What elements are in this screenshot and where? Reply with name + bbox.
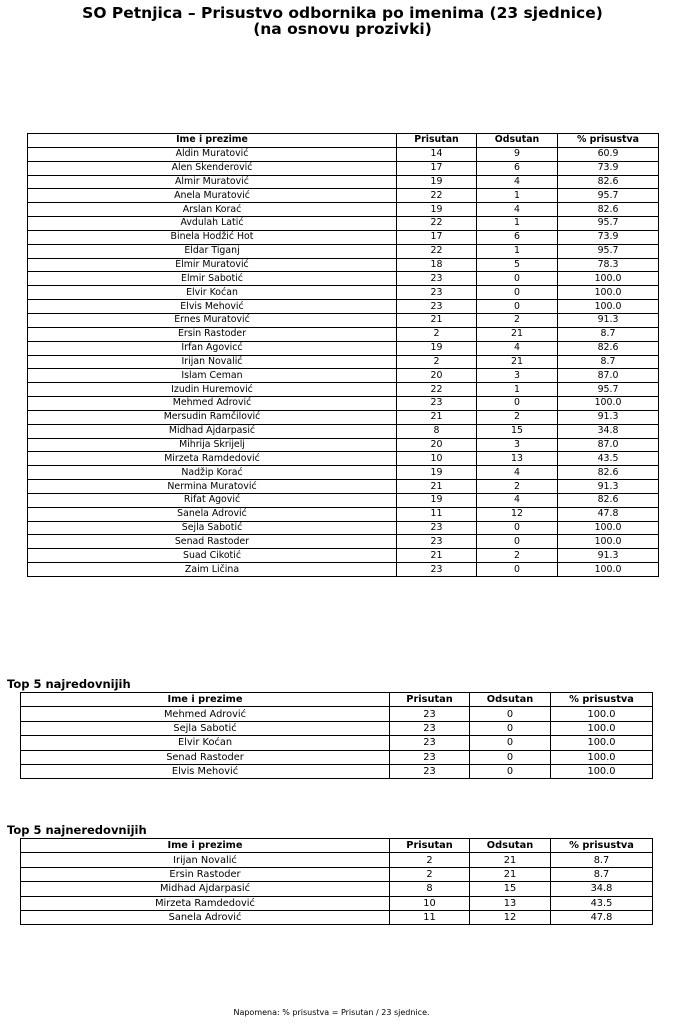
absent-cell: 2	[477, 549, 558, 563]
absent-cell: 21	[470, 853, 551, 867]
percent-cell: 100.0	[558, 535, 659, 549]
present-cell: 22	[397, 189, 477, 203]
name-cell: Mehmed Adrović	[28, 397, 397, 411]
table-header	[21, 839, 653, 853]
page-title-line1: SO Petnjica – Prisustvo odbornika po imenima (23 sjednice)	[82, 4, 603, 22]
absent-cell: 1	[477, 189, 558, 203]
name-cell: Binela Hodžić Hot	[28, 230, 397, 244]
percent-cell: 100.0	[551, 736, 653, 750]
table-row	[28, 203, 659, 217]
table-row	[28, 258, 659, 272]
name-cell: Sanela Adrović	[28, 507, 397, 521]
column-header-absent: Odsutan	[470, 839, 551, 853]
percent-cell: 82.6	[558, 175, 659, 189]
absent-cell: 13	[470, 896, 551, 910]
present-cell: 19	[397, 493, 477, 507]
name-cell: Elvis Mehović	[21, 764, 390, 778]
present-cell: 23	[390, 721, 470, 735]
footnote: Napomena: % prisustva = Prisutan / 23 sjednice.	[233, 1008, 430, 1017]
percent-cell: 47.8	[558, 507, 659, 521]
absent-cell: 12	[477, 507, 558, 521]
header-row	[28, 134, 659, 148]
absent-cell: 6	[477, 230, 558, 244]
table-row	[28, 452, 659, 466]
absent-cell: 21	[470, 867, 551, 881]
present-cell: 23	[397, 535, 477, 549]
table-row	[28, 147, 659, 161]
percent-cell: 73.9	[558, 230, 659, 244]
absent-cell: 0	[477, 563, 558, 577]
name-cell: Senad Rastoder	[21, 750, 390, 764]
name-cell: Ersin Rastoder	[21, 867, 390, 881]
name-cell: Elvis Mehović	[28, 300, 397, 314]
column-header-present: Prisutan	[390, 839, 470, 853]
percent-cell: 34.8	[551, 882, 653, 896]
percent-cell: 73.9	[558, 161, 659, 175]
percent-cell: 95.7	[558, 383, 659, 397]
column-header-name: Ime i prezime	[21, 839, 390, 853]
present-cell: 2	[397, 327, 477, 341]
percent-cell: 100.0	[551, 721, 653, 735]
present-cell: 22	[397, 217, 477, 231]
table-row	[28, 217, 659, 231]
absent-cell: 1	[477, 383, 558, 397]
percent-cell: 91.3	[558, 410, 659, 424]
percent-cell: 95.7	[558, 189, 659, 203]
name-cell: Zaim Ličina	[28, 563, 397, 577]
present-cell: 23	[397, 286, 477, 300]
percent-cell: 87.0	[558, 369, 659, 383]
present-cell: 17	[397, 230, 477, 244]
header-row	[21, 693, 653, 707]
absent-cell: 1	[477, 217, 558, 231]
column-header-name: Ime i prezime	[21, 693, 390, 707]
column-header-absent: Odsutan	[470, 693, 551, 707]
table-row	[28, 230, 659, 244]
absent-cell: 6	[477, 161, 558, 175]
name-cell: Mersudin Ramčilović	[28, 410, 397, 424]
name-cell: Irfan Agovicć	[28, 341, 397, 355]
absent-cell: 4	[477, 341, 558, 355]
present-cell: 22	[397, 244, 477, 258]
name-cell: Sanela Adrović	[21, 910, 390, 924]
table-row	[28, 507, 659, 521]
present-cell: 20	[397, 438, 477, 452]
name-cell: Ernes Muratović	[28, 313, 397, 327]
top-regular-table	[20, 692, 653, 779]
absent-cell: 0	[477, 535, 558, 549]
present-cell: 19	[397, 203, 477, 217]
name-cell: Ersin Rastoder	[28, 327, 397, 341]
absent-cell: 2	[477, 313, 558, 327]
column-header-absent: Odsutan	[477, 134, 558, 148]
present-cell: 19	[397, 466, 477, 480]
present-cell: 23	[397, 521, 477, 535]
percent-cell: 82.6	[558, 493, 659, 507]
percent-cell: 95.7	[558, 244, 659, 258]
percent-cell: 100.0	[551, 764, 653, 778]
table-row	[21, 853, 653, 867]
percent-cell: 91.3	[558, 549, 659, 563]
table-row	[28, 383, 659, 397]
column-header-name: Ime i prezime	[28, 134, 397, 148]
column-header-present: Prisutan	[390, 693, 470, 707]
percent-cell: 100.0	[558, 521, 659, 535]
name-cell: Senad Rastoder	[28, 535, 397, 549]
table-row	[21, 896, 653, 910]
column-header-percent: % prisustva	[558, 134, 659, 148]
absent-cell: 0	[470, 750, 551, 764]
column-header-present: Prisutan	[397, 134, 477, 148]
absent-cell: 0	[470, 736, 551, 750]
table-row	[28, 424, 659, 438]
table-row	[21, 750, 653, 764]
present-cell: 2	[390, 853, 470, 867]
table-row	[28, 341, 659, 355]
name-cell: Irijan Novalić	[28, 355, 397, 369]
name-cell: Islam Ceman	[28, 369, 397, 383]
absent-cell: 2	[477, 480, 558, 494]
name-cell: Nadžip Korać	[28, 466, 397, 480]
percent-cell: 100.0	[558, 272, 659, 286]
present-cell: 10	[390, 896, 470, 910]
absent-cell: 0	[477, 286, 558, 300]
table-row	[21, 707, 653, 721]
name-cell: Elvir Koćan	[21, 736, 390, 750]
absent-cell: 3	[477, 369, 558, 383]
table-row	[28, 535, 659, 549]
table-row	[28, 410, 659, 424]
table-row	[21, 721, 653, 735]
absent-cell: 0	[477, 300, 558, 314]
table-body	[21, 707, 653, 779]
table-row	[28, 521, 659, 535]
absent-cell: 0	[470, 721, 551, 735]
percent-cell: 100.0	[551, 707, 653, 721]
percent-cell: 43.5	[551, 896, 653, 910]
table-row	[28, 397, 659, 411]
percent-cell: 100.0	[551, 750, 653, 764]
absent-cell: 0	[470, 707, 551, 721]
percent-cell: 100.0	[558, 563, 659, 577]
present-cell: 8	[397, 424, 477, 438]
absent-cell: 1	[477, 244, 558, 258]
present-cell: 17	[397, 161, 477, 175]
present-cell: 20	[397, 369, 477, 383]
table-row	[28, 313, 659, 327]
present-cell: 23	[397, 397, 477, 411]
percent-cell: 8.7	[558, 327, 659, 341]
present-cell: 23	[390, 764, 470, 778]
top-irregular-table	[20, 838, 653, 925]
table-row	[21, 867, 653, 881]
percent-cell: 100.0	[558, 300, 659, 314]
present-cell: 21	[397, 313, 477, 327]
name-cell: Mirzeta Ramdedović	[28, 452, 397, 466]
name-cell: Almir Muratović	[28, 175, 397, 189]
present-cell: 10	[397, 452, 477, 466]
table-row	[28, 189, 659, 203]
name-cell: Midhad Ajdarpasić	[28, 424, 397, 438]
table-row	[21, 882, 653, 896]
present-cell: 14	[397, 147, 477, 161]
present-cell: 18	[397, 258, 477, 272]
present-cell: 19	[397, 175, 477, 189]
present-cell: 11	[397, 507, 477, 521]
percent-cell: 91.3	[558, 480, 659, 494]
absent-cell: 21	[477, 355, 558, 369]
table-row	[28, 438, 659, 452]
absent-cell: 21	[477, 327, 558, 341]
table-row	[21, 910, 653, 924]
name-cell: Nermina Muratović	[28, 480, 397, 494]
present-cell: 2	[390, 867, 470, 881]
present-cell: 22	[397, 383, 477, 397]
table-body	[28, 147, 659, 576]
absent-cell: 12	[470, 910, 551, 924]
column-header-percent: % prisustva	[551, 839, 653, 853]
name-cell: Sejla Sabotić	[21, 721, 390, 735]
name-cell: Mehmed Adrović	[21, 707, 390, 721]
absent-cell: 3	[477, 438, 558, 452]
table-row	[28, 355, 659, 369]
table-row	[28, 466, 659, 480]
table-row	[28, 563, 659, 577]
table-row	[28, 272, 659, 286]
percent-cell: 8.7	[558, 355, 659, 369]
name-cell: Elvir Koćan	[28, 286, 397, 300]
name-cell: Eldar Tiganj	[28, 244, 397, 258]
percent-cell: 34.8	[558, 424, 659, 438]
name-cell: Izudin Huremović	[28, 383, 397, 397]
present-cell: 8	[390, 882, 470, 896]
name-cell: Mihrija Skrijelj	[28, 438, 397, 452]
present-cell: 11	[390, 910, 470, 924]
present-cell: 21	[397, 549, 477, 563]
name-cell: Mirzeta Ramdedović	[21, 896, 390, 910]
present-cell: 2	[397, 355, 477, 369]
absent-cell: 5	[477, 258, 558, 272]
percent-cell: 78.3	[558, 258, 659, 272]
percent-cell: 87.0	[558, 438, 659, 452]
absent-cell: 4	[477, 203, 558, 217]
absent-cell: 4	[477, 466, 558, 480]
percent-cell: 47.8	[551, 910, 653, 924]
name-cell: Suad Cikotić	[28, 549, 397, 563]
attendance-table	[27, 133, 659, 577]
name-cell: Midhad Ajdarpasić	[21, 882, 390, 896]
present-cell: 21	[397, 480, 477, 494]
absent-cell: 0	[477, 521, 558, 535]
name-cell: Alen Skenderović	[28, 161, 397, 175]
column-header-percent: % prisustva	[551, 693, 653, 707]
table-row	[28, 549, 659, 563]
name-cell: Anela Muratović	[28, 189, 397, 203]
percent-cell: 100.0	[558, 286, 659, 300]
table-row	[28, 493, 659, 507]
absent-cell: 0	[477, 272, 558, 286]
table-row	[21, 764, 653, 778]
absent-cell: 9	[477, 147, 558, 161]
name-cell: Elmir Sabotić	[28, 272, 397, 286]
present-cell: 23	[397, 272, 477, 286]
absent-cell: 13	[477, 452, 558, 466]
absent-cell: 4	[477, 493, 558, 507]
absent-cell: 0	[477, 397, 558, 411]
percent-cell: 60.9	[558, 147, 659, 161]
table-header	[21, 693, 653, 707]
percent-cell: 91.3	[558, 313, 659, 327]
present-cell: 23	[390, 750, 470, 764]
page-title	[0, 5, 685, 37]
percent-cell: 82.6	[558, 341, 659, 355]
percent-cell: 82.6	[558, 466, 659, 480]
percent-cell: 95.7	[558, 217, 659, 231]
name-cell: Avdulah Latić	[28, 217, 397, 231]
present-cell: 19	[397, 341, 477, 355]
table-row	[28, 286, 659, 300]
present-cell: 23	[397, 300, 477, 314]
absent-cell: 15	[470, 882, 551, 896]
name-cell: Arslan Korać	[28, 203, 397, 217]
header-row	[21, 839, 653, 853]
page-title-line2: (na osnovu prozivki)	[253, 20, 432, 38]
percent-cell: 8.7	[551, 853, 653, 867]
name-cell: Rifat Agović	[28, 493, 397, 507]
present-cell: 23	[390, 707, 470, 721]
table-row	[28, 161, 659, 175]
table-row	[28, 244, 659, 258]
name-cell: Aldin Muratović	[28, 147, 397, 161]
percent-cell: 82.6	[558, 203, 659, 217]
table-row	[28, 327, 659, 341]
table-row	[28, 300, 659, 314]
present-cell: 23	[390, 736, 470, 750]
top-regular-title: Top 5 najredovnijih	[7, 677, 131, 691]
present-cell: 21	[397, 410, 477, 424]
table-row	[28, 369, 659, 383]
present-cell: 23	[397, 563, 477, 577]
name-cell: Sejla Sabotić	[28, 521, 397, 535]
percent-cell: 8.7	[551, 867, 653, 881]
table-row	[21, 736, 653, 750]
top-irregular-title: Top 5 najneredovnijih	[7, 823, 147, 837]
percent-cell: 43.5	[558, 452, 659, 466]
absent-cell: 0	[470, 764, 551, 778]
name-cell: Irijan Novalić	[21, 853, 390, 867]
absent-cell: 2	[477, 410, 558, 424]
table-header	[28, 134, 659, 148]
percent-cell: 100.0	[558, 397, 659, 411]
name-cell: Elmir Muratović	[28, 258, 397, 272]
table-row	[28, 175, 659, 189]
absent-cell: 4	[477, 175, 558, 189]
table-row	[28, 480, 659, 494]
table-body	[21, 853, 653, 925]
absent-cell: 15	[477, 424, 558, 438]
